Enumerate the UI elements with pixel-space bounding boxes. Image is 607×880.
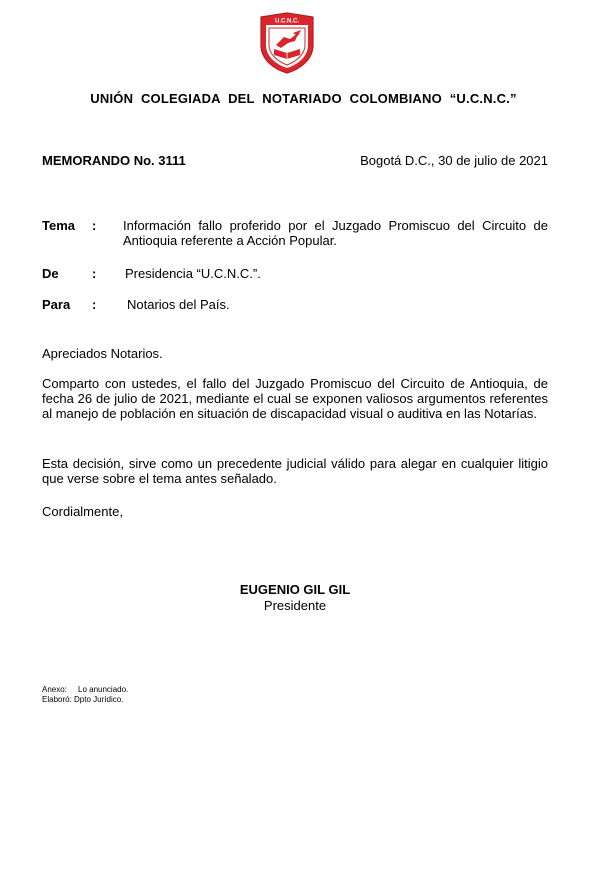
prepared-by-note	[42, 695, 123, 705]
para-value: Notarios del País.	[127, 297, 230, 312]
prepared-by-value: Dpto Jurídico.	[74, 695, 124, 704]
logo-text: U.C.N.C.	[275, 18, 299, 25]
de-value: Presidencia “U.C.N.C.”.	[125, 266, 261, 281]
de-label: De	[42, 266, 59, 281]
memo-date: Bogotá D.C., 30 de julio de 2021	[360, 153, 548, 168]
tema-value: Información fallo proferido por el Juzgado Promiscuo del Circuito de Antioquia referente a Acción Popular.	[123, 218, 548, 248]
memo-number: MEMORANDO No. 3111	[42, 153, 186, 168]
greeting: Apreciados Notarios.	[42, 346, 163, 361]
ucnc-shield-icon	[257, 11, 317, 75]
prepared-by-label: Elaboró:	[42, 695, 72, 704]
organization-title: UNIÓN COLEGIADA DEL NOTARIADO COLOMBIANO “U.C.N.C.”	[90, 91, 517, 106]
ucnc-logo	[257, 11, 317, 75]
body-paragraph-2: Esta decisión, sirve como un precedente judicial válido para alegar en cualquier litigio que verse sobre el tema antes señalado.	[42, 456, 548, 486]
signer-name: EUGENIO GIL GIL	[239, 582, 351, 597]
para-label: Para	[42, 297, 71, 312]
signer-role: Presidente	[263, 598, 327, 613]
body-paragraph-1: Comparto con ustedes, el fallo del Juzgado Promiscuo del Circuito de Antioquia, de fecha 26 de julio de 2021, mediante el cual se exponen valiosos argumentos referentes al manejo de población en situación de discapacidad visual o auditiva en las Notarías.	[42, 376, 548, 421]
tema-colon: :	[92, 218, 97, 233]
annex-value: Lo anunciado.	[78, 685, 129, 694]
annex-label: Anexo:	[42, 685, 67, 694]
para-colon: :	[92, 297, 97, 312]
annex-note	[42, 685, 128, 695]
tema-label: Tema	[42, 218, 75, 233]
closing: Cordialmente,	[42, 504, 123, 519]
de-colon: :	[92, 266, 97, 281]
